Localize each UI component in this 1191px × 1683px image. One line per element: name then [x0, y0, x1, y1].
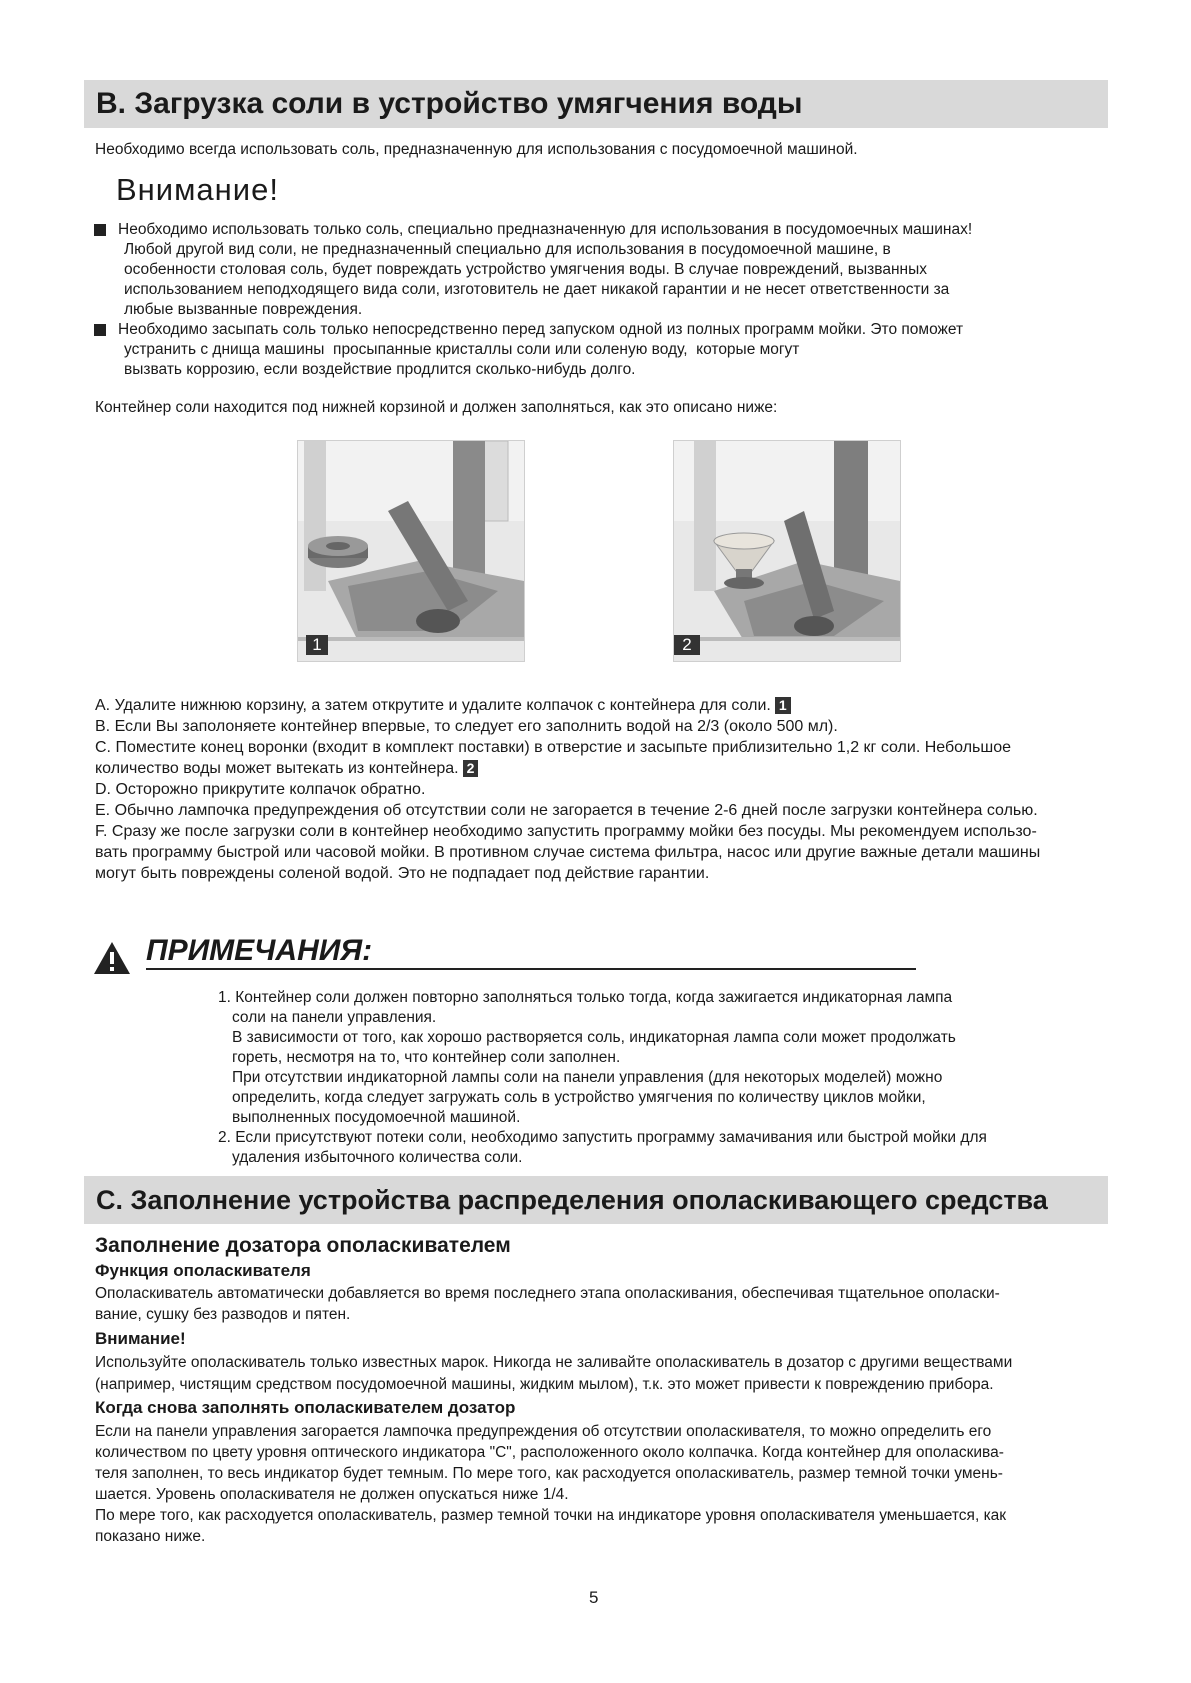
bullet-1-line-1: Необходимо использовать только соль, специально предназначенную для использования в посудомоечных машинах!	[118, 221, 973, 238]
note-line-5: При отсутствии индикаторной лампы соли на панели управления (для некоторых моделей) можно	[232, 1069, 943, 1086]
section-b-intro: Необходимо всегда использовать соль, предназначенную для использования с посудомоечной машиной.	[95, 141, 858, 158]
rinse-warning-line-2: (например, чистящим средством посудомоечной машины, жидким мылом), т.к. это может привести к повреждению прибора.	[95, 1376, 994, 1393]
salt-funnel-image	[673, 440, 901, 662]
image-label-2: 2	[674, 635, 700, 655]
step-marker-2: 2	[463, 760, 479, 777]
refill-line-6: показано ниже.	[95, 1528, 206, 1545]
step-a-text: A. Удалите нижнюю корзину, а затем открутите и удалите колпачок с контейнера для соли.	[95, 697, 771, 714]
note-line-8: 2. Если присутствуют потеки соли, необходимо запустить программу замачивания или быстрой мойки для	[218, 1129, 987, 1146]
note-line-7: выполненных посудомоечной машиной.	[232, 1109, 521, 1126]
note-line-3: В зависимости от того, как хорошо растворяется соль, индикаторная лампа соли может продолжать	[232, 1029, 956, 1046]
rinse-function-line-1: Ополаскиватель автоматически добавляется во время последнего этапа ополаскивания, обеспечивая тщательное ополаски-	[95, 1285, 1000, 1302]
bullet-1-line-4: использованием неподходящего вида соли, изготовитель не дает никакой гарантии и не несет ответственности за	[124, 281, 950, 298]
attention-heading: Внимание!	[116, 172, 279, 207]
salt-container-cap-image	[297, 440, 525, 662]
notes-title: ПРИМЕЧАНИЯ:	[146, 934, 373, 967]
bullet-2-line-3: вызвать коррозию, если воздействие продлится сколько-нибудь долго.	[124, 361, 636, 378]
page-number: 5	[589, 1588, 599, 1607]
note-line-4: гореть, несмотря на то, что контейнер соли заполнен.	[232, 1049, 621, 1066]
step-c-line-1: C. Поместите конец воронки (входит в комплект поставки) в отверстие и засыпьте приблизительно 1,2 кг соли. Небольшое	[95, 739, 1012, 756]
step-a	[95, 696, 1170, 716]
section-b-title: B. Загрузка соли в устройство умягчения воды	[84, 80, 1108, 128]
step-b: B. Если Вы заполоняете контейнер впервые, то следует его заполнить водой на 2/3 (около 500 мл).	[95, 718, 838, 735]
notes-underline	[146, 968, 916, 970]
note-line-6: определить, когда следует загружать соль в устройство умягчения по количеству циклов мойки,	[232, 1089, 926, 1106]
bullet-square-icon	[94, 224, 106, 236]
step-e: E. Обычно лампочка предупреждения об отсутствии соли не загорается в течение 2-6 дней после загрузки контейнера солью.	[95, 802, 1038, 819]
step-f-line-2: вать программу быстрой или часовой мойки. В противном случае система фильтра, насос или другие важные детали машины	[95, 844, 1041, 861]
refill-heading: Когда снова заполнять ополаскивателем дозатор	[95, 1398, 516, 1417]
rinse-function-heading: Функция ополаскивателя	[95, 1261, 311, 1280]
refill-line-3: теля заполнен, то весь индикатор будет темным. По мере того, как расходуется ополаскиватель, размер темной точки умень-	[95, 1465, 1003, 1482]
step-f-line-3: могут быть повреждены соленой водой. Это не подпадает под действие гарантии.	[95, 865, 710, 882]
note-line-1: 1. Контейнер соли должен повторно заполняться только тогда, когда зажигается индикаторная лампа	[218, 989, 953, 1006]
rinse-warning-heading: Внимание!	[95, 1329, 186, 1348]
bullet-2-line-1: Необходимо засыпать соль только непосредственно перед запуском одной из полных программ мойки. Это поможет	[118, 321, 964, 338]
step-f-line-1: F. Сразу же после загрузки соли в контейнер необходимо запустить программу мойки без посуды. Мы рекомендуем использо-	[95, 823, 1037, 840]
refill-line-1: Если на панели управления загорается лампочка предупреждения об отсутствии ополаскивателя, то можно определить его	[95, 1423, 992, 1440]
note-line-2: соли на панели управления.	[232, 1009, 437, 1026]
rinse-warning-line-1: Используйте ополаскиватель только известных марок. Никогда не заливайте ополаскиватель в дозатор с другими веществами	[95, 1354, 1013, 1371]
bullet-1-line-5: любые вызванные повреждения.	[124, 301, 363, 318]
note-line-9: удаления избыточного количества соли.	[232, 1149, 523, 1166]
bullet-2-line-2: устранить с днища машины просыпанные кристаллы соли или соленую воду, которые могут	[124, 341, 800, 358]
refill-line-4: шается. Уровень ополаскивателя не должен опускаться ниже 1/4.	[95, 1486, 569, 1503]
refill-line-2: количеством по цвету уровня оптического индикатора "С", расположенного около колпачка. Когда контейнер для ополаскива-	[95, 1444, 1004, 1461]
bullet-1-line-2: Любой другой вид соли, не предназначенный специально для использования в посудомоечной машине, в	[124, 241, 891, 258]
step-c-line-2	[95, 759, 1170, 779]
warning-triangle-icon	[92, 940, 132, 981]
refill-line-5: По мере того, как расходуется ополаскиватель, размер темной точки на индикаторе уровня ополаскивателя уменьшается, как	[95, 1507, 1007, 1524]
image-label-1: 1	[306, 635, 328, 655]
step-marker-1: 1	[775, 697, 791, 714]
step-c-line-2-text: количество воды может вытекать из контейнера.	[95, 760, 459, 777]
bullet-square-icon	[94, 324, 106, 336]
bullet-1-line-3: особенности столовая соль, будет повреждать устройство умягчения воды. В случае повреждений, вызванных	[124, 261, 927, 278]
section-c-subtitle: Заполнение дозатора ополаскивателем	[95, 1234, 511, 1257]
rinse-function-line-2: вание, сушку без разводов и пятен.	[95, 1306, 351, 1323]
step-d: D. Осторожно прикрутите колпачок обратно.	[95, 781, 426, 798]
container-note: Контейнер соли находится под нижней корзиной и должен заполняться, как это описано ниже:	[95, 399, 778, 416]
section-c-title: C. Заполнение устройства распределения ополаскивающего средства	[84, 1176, 1108, 1224]
